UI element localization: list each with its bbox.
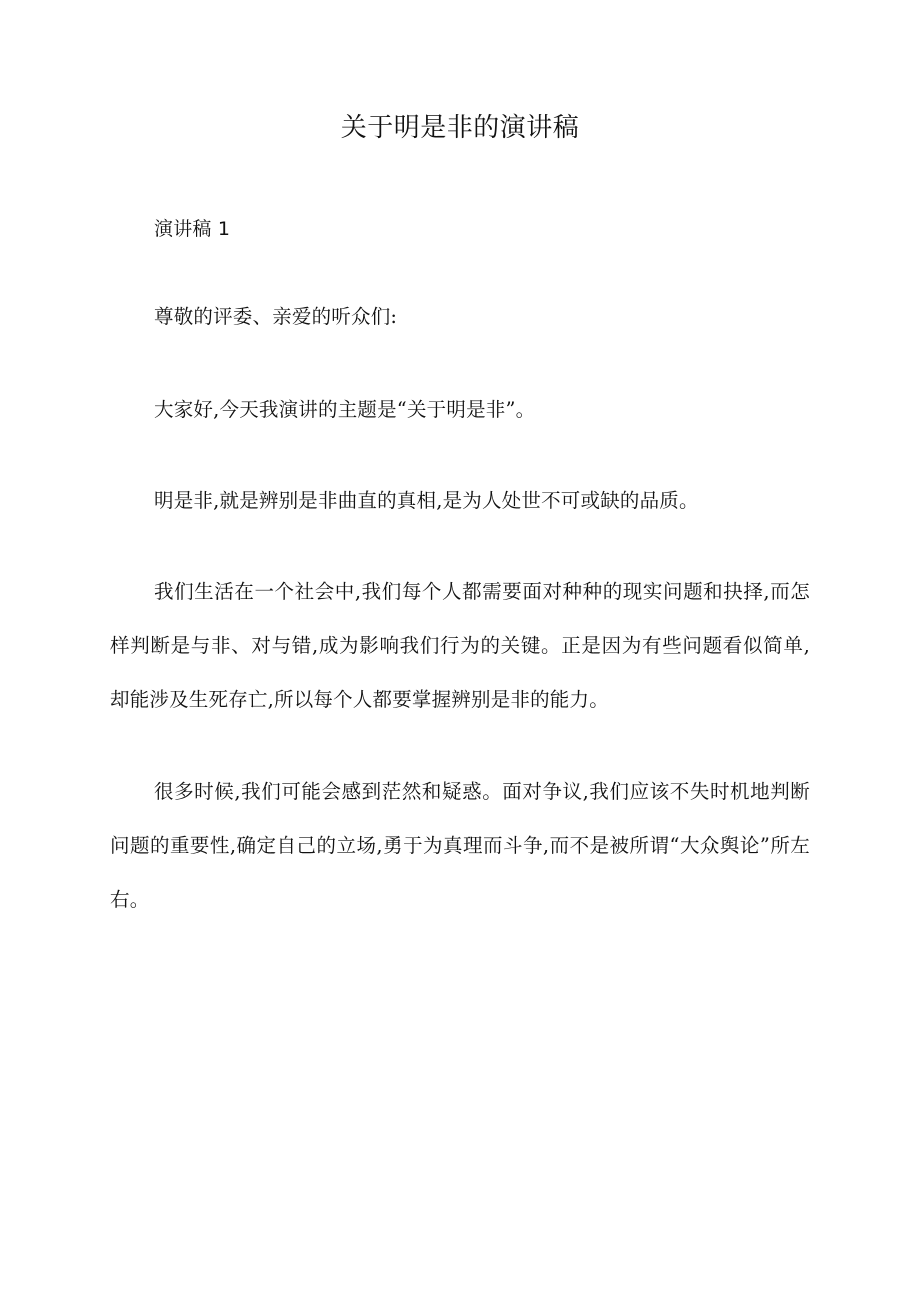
document-title: 关于明是非的演讲稿 — [340, 113, 580, 143]
paragraph-society: 我们生活在一个社会中,我们每个人都需要面对种种的现实问题和抉择,而怎样判断是与非、对与错,成为影响我们行为的关键。正是因为有些问题看似简单,却能涉及生死存亡,所以每个人都要掌握辨别是非的能力。 — [110, 580, 810, 711]
paragraph-topic: 大家好,今天我演讲的主题是“关于明是非”。 — [154, 398, 536, 421]
section-heading: 演讲稿 1 — [154, 218, 231, 240]
paragraph-greeting: 尊敬的评委、亲爱的听众们: — [154, 305, 398, 328]
paragraph-confusion: 很多时候,我们可能会感到茫然和疑惑。面对争议,我们应该不失时机地判断问题的重要性,确定自己的立场,勇于为真理而斗争,而不是被所谓“大众舆论”所左右。 — [110, 780, 810, 911]
paragraph-definition: 明是非,就是辨别是非曲直的真相,是为人处世不可或缺的品质。 — [154, 489, 699, 512]
